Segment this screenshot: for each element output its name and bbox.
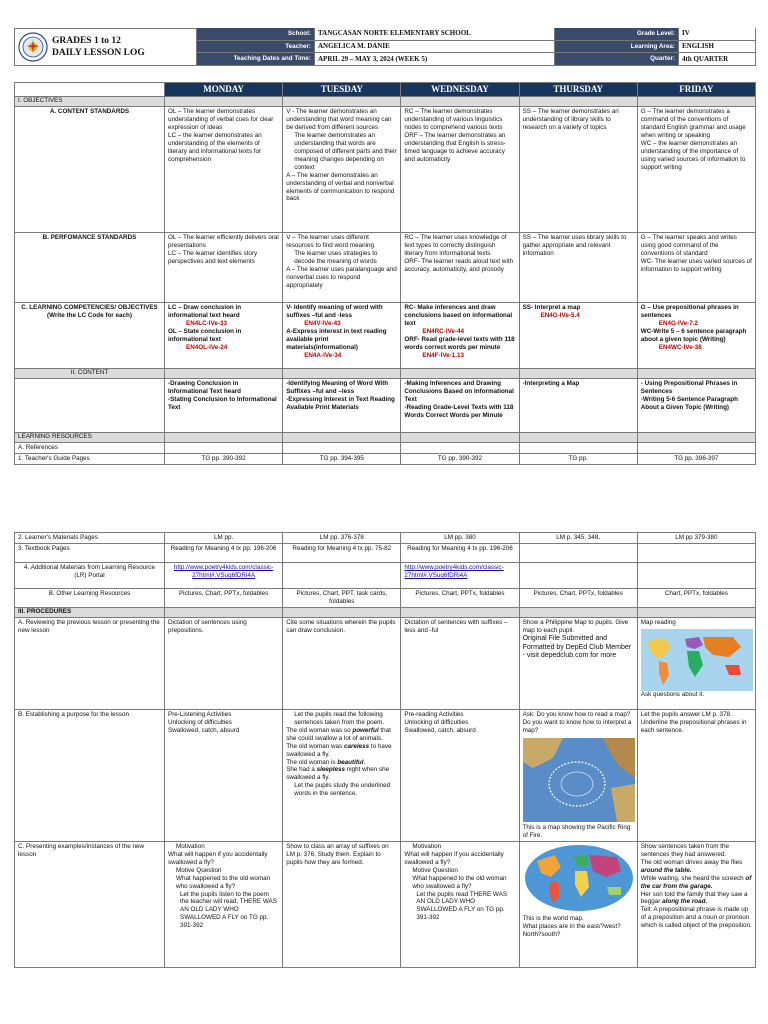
cell-line: Swallowed, catch, absurd: [168, 726, 240, 734]
competency-text: LC – Draw conclusion in informational text heard: [168, 304, 242, 320]
procedure-b-row: [15, 710, 756, 842]
cell-thu: [519, 303, 637, 369]
cell-thu: [519, 710, 637, 842]
cell-thu: [519, 379, 637, 433]
cell-line: -Identifying Meaning of Word With Suffixes –ful and –less: [286, 380, 389, 396]
lc-code: EN4G-IVe-5.4: [540, 312, 580, 320]
cell-line: The learner uses strategies to decode the meaning of words: [294, 250, 378, 266]
quarter-value: 4th QUARTER: [679, 53, 756, 66]
fri-intro: Show sentences taken from the sentences they had answered.: [640, 843, 729, 858]
grade-label: Grade Level:: [555, 28, 679, 41]
cell-mon: [165, 303, 283, 369]
area-label: Learning Area:: [555, 41, 679, 54]
fri-sentence-2: While waiting, she heard the screech of the car from the garage.: [640, 874, 752, 890]
cell-fri: TG pp. 396-397: [637, 454, 755, 465]
cell-thu: Pictures, Chart, PPTx, foldables: [519, 589, 637, 608]
competency-text: G – Use prepositional phrases in sentences: [640, 304, 739, 320]
section-label: I. OBJECTIVES: [15, 97, 165, 107]
cell-mon: LM pp.: [165, 533, 283, 544]
tue-end: Let the pupils study the underlined words in the sentence.: [294, 782, 391, 798]
poetry-link[interactable]: http://www.poetry4kids.com/classic-27html#.VSuq6fDRi4A: [404, 564, 504, 579]
cell-wed: [401, 107, 519, 233]
cell-line: RC – The learner uses knowledge of text types to correctly distinguish literary from informational texts: [404, 234, 507, 258]
cell-thu: [519, 618, 637, 710]
cell-wed: [401, 379, 519, 433]
row-label: A. References: [15, 443, 165, 454]
cell-line: What happened to the old woman who swallowed a fly?: [176, 874, 271, 890]
competency-text: SS- Interpret a map: [522, 304, 581, 312]
cell-line: -Reading Grade-Level Texts with 118 Words Correct Words per Minute: [404, 404, 514, 420]
cell-line: WC- The learner uses varied sources of information to support writing: [640, 258, 752, 274]
cell-line: Unlocking of difficulties: [168, 718, 232, 726]
objectives-table: [14, 82, 756, 465]
sentence-2: The old woman was careless to have swallowed a fly.: [286, 742, 392, 758]
row-label: 1. Teacher's Guide Pages: [15, 454, 165, 465]
world-map-image: [641, 629, 753, 691]
cell-line: Cite some situations wherein the pupils can draw conclusion.: [286, 619, 396, 634]
quarter-label: Quarter:: [555, 53, 679, 66]
cell-line: LC – the learner demonstrates an understanding of the elements of literary and informational texts for comprehension: [168, 132, 262, 163]
row-label: 3. Textbook Pages: [15, 544, 165, 563]
cell-mon: Pictures, Chart, PPTx, foldables: [165, 589, 283, 608]
competency-text: WC-Write 5 – 6 sentence paragraph about a given topic (Writing): [640, 328, 747, 344]
blank-cell: [15, 83, 165, 97]
competency-text: ORF- Read grade-level texts with 118 words correct words per minute: [404, 336, 515, 351]
content-standards-row: [15, 107, 756, 233]
tg-row: [15, 454, 756, 465]
cell-line: ORF- The learner reads aloud text with accuracy, automaticity, and prosody: [404, 258, 514, 274]
fri-sentence-1: The old woman drives away the flies around the table.: [640, 858, 743, 874]
cell-fri: LM pp 379-380: [637, 533, 755, 544]
cell-tue: [283, 618, 401, 710]
cell-line: Underline the prepositional phrases in each sentence.: [640, 718, 747, 734]
cell-thu: [519, 107, 637, 233]
cell-tue: Reading for Meaning 4 tx pp. 75-82: [283, 544, 401, 563]
tue-intro: Let the pupils read the following sentences taken from the poem.: [294, 711, 385, 726]
title-line-2: DAILY LESSON LOG: [52, 48, 145, 58]
lesson-log-page-1: [14, 28, 756, 465]
cell-line: -Drawing Conclusion in Informational Text heard: [168, 380, 242, 396]
cell-wed: [401, 842, 519, 968]
section-resources: [15, 433, 756, 443]
cell-fri: [637, 303, 755, 369]
cell-thu: LM p. 345, 348,: [519, 533, 637, 544]
dates-value: APRIL 29 – MAY 3, 2024 (WEEK 5): [315, 53, 555, 66]
cell-line: SS – The learner demonstrates an understanding of library skills to research on a variety of topics: [522, 108, 619, 132]
fri-definition: Tell: A prepositional phrase is made up of a preposition and a noun or pronoun which is called object of the preposition.: [640, 906, 752, 930]
world-map-image: [523, 843, 635, 913]
document-title: [52, 35, 145, 60]
day-wednesday: WEDNESDAY: [401, 83, 519, 97]
depedclub-note: Original File Submitted and Formatted by DepEd Club Member - visit depedclub.com for more: [522, 634, 632, 660]
cell-line: SS – The learner uses library skills to gather appropriate and relevant information: [522, 234, 627, 258]
cell-wed: Reading for Meaning 4 tx pp. 196-206: [401, 544, 519, 563]
competency-text: V- Identify meaning of word with suffixes –ful and -less: [286, 304, 383, 320]
day-header-row: [15, 83, 756, 97]
sentence-4: She had a sleepless night when she swallowed a fly.: [286, 766, 390, 782]
cell-line: ORF – The learner demonstrates an understanding that English is stress-timed language to achieve accuracy and automaticity: [404, 132, 506, 163]
cell-line: -Expressing Interest in Text Reading Available Print Materials: [286, 396, 395, 412]
cell-line: LC – The learner identifies story perspectives and text elements: [168, 250, 258, 266]
cell-fri: [637, 618, 755, 710]
content-row: [15, 379, 756, 433]
lc-code: EN4V-IVe-43: [304, 320, 341, 328]
cell-tue: [283, 107, 401, 233]
cell-line: OL – The learner efficiently delivers oral presentations: [168, 234, 279, 250]
section-label: II. CONTENT: [15, 369, 165, 379]
fri-sentence-3: Her son told the family that they saw a beggar along the road.: [640, 890, 748, 906]
ring-of-fire-caption: This is a map showing the Pacific Ring of Fire.: [522, 823, 631, 839]
cell-line: A – The learner demonstrates an understanding of verbal and nonverbal elements of communication to respond back: [286, 171, 395, 203]
cell-thu: [519, 842, 637, 968]
cell-line: V – The learner uses different resources to find word meaning: [286, 234, 375, 250]
cell-line: A – The learner uses paralanguage and nonverbal cues to respond appropriately: [286, 266, 397, 289]
cell-line: The learner demonstrates an understanding that words are composed of different parts and their meaning changes depending on context: [294, 132, 397, 171]
cell-tue: LM pp. 376-378: [283, 533, 401, 544]
cell-line: Motivation: [412, 843, 442, 850]
cell-mon: [165, 618, 283, 710]
day-tuesday: TUESDAY: [283, 83, 401, 97]
cell-fri: [637, 563, 755, 589]
header-info-grid: [196, 28, 756, 66]
fri-ask-text: Ask questions about it.: [640, 690, 705, 698]
cell-line: -Writing 5-6 Sentence Paragraph About a Given Topic (Writing): [640, 396, 738, 412]
row-label: B. Establishing a purpose for the lesson: [15, 710, 165, 842]
cell-tue: [283, 710, 401, 842]
lc-code: EN4G-IVe-7.2: [658, 320, 698, 328]
competencies-row: [15, 303, 756, 369]
textbook-row: [15, 544, 756, 563]
school-value: TANGCASAN NORTE ELEMENTARY SCHOOL: [315, 28, 555, 41]
cell-line: - Using Prepositional Phrases in Sentences: [640, 380, 738, 396]
section-content: [15, 369, 756, 379]
day-monday: MONDAY: [165, 83, 283, 97]
cell-mon: Reading for Meaning 4 tx pp. 196-206: [165, 544, 283, 563]
cell-line: What will happen if you accidentally swallowed a fly?: [404, 850, 504, 866]
cell-fri: [637, 233, 755, 303]
section-label: III. PROCEDURES: [15, 608, 165, 618]
procedure-a-row: [15, 618, 756, 710]
cell-line: Motive Question: [412, 866, 458, 874]
cell-mon: [165, 107, 283, 233]
cell-line: What happened to the old woman who swallowed a fly?: [412, 874, 507, 890]
cell-mon: [165, 233, 283, 303]
row-label: A. CONTENT STANDARDS: [15, 107, 165, 233]
fri-review-text: Map reading: [640, 619, 676, 626]
cell-mon: [165, 710, 283, 842]
lc-code: EN4A-IVe-34: [304, 351, 342, 359]
cell-fri: [637, 379, 755, 433]
cell-line: Unlocking of difficulties: [404, 718, 469, 726]
cell-line: -Making Inferences and Drawing Conclusions Based on Informational Text: [404, 380, 514, 404]
dates-label: Teaching Dates and Time:: [197, 53, 315, 66]
cell-fri: [637, 842, 755, 968]
procedure-c-row: [15, 842, 756, 968]
cell-mon: [165, 379, 283, 433]
cell-wed: TG pp. 390-392: [401, 454, 519, 465]
row-label: B. Other Learning Resources: [15, 589, 165, 608]
cell-line: Swallowed, catch, absurd: [404, 726, 476, 734]
cell-wed: Pictures, Chart, PPTx, foldables: [401, 589, 519, 608]
document-header: [14, 28, 756, 66]
cell-wed: [401, 233, 519, 303]
performance-standards-row: [15, 233, 756, 303]
competency-text: OL – State conclusion in informational text: [168, 328, 242, 344]
poetry-link[interactable]: http://www.poetry4kids.com/classic-27html#.VSuq6fDRi4A: [173, 564, 274, 579]
cell-line: Pre-reading Activities: [404, 711, 464, 718]
thu-question-1: Ask: Do you know how to read a map?: [522, 711, 631, 718]
cell-line: What will happen if you accidentally swallowed a fly?: [168, 850, 268, 866]
lc-code: EN4RC-IVe-44: [422, 328, 465, 336]
cell-thu: TG pp.: [519, 454, 637, 465]
additional-materials-row: [15, 563, 756, 589]
lm-row: [15, 533, 756, 544]
grade-value: IV: [679, 28, 756, 41]
cell-wed: [401, 710, 519, 842]
lc-code: EN4OL-IVe-24: [186, 343, 228, 351]
cell-wed: [401, 303, 519, 369]
row-label: 2. Learner's Materials Pages: [15, 533, 165, 544]
sentence-1: The old woman was so powerful that she could swallow a lot of animals.: [286, 726, 391, 742]
cell-line: Let the pupils read THERE WAS AN OLD LADY WHO SWALLOWED A FLY on TG pp. 391-392: [416, 890, 508, 922]
cell-mon: TG pp. 390-392: [165, 454, 283, 465]
day-thursday: THURSDAY: [519, 83, 637, 97]
cell-fri: [637, 710, 755, 842]
cell-tue: Pictures, Chart, PPT, task cards, foldables: [283, 589, 401, 608]
world-map-caption: This is the world map.: [522, 915, 584, 922]
teacher-label: Teacher:: [197, 41, 315, 54]
cell-line: Let the pupils answer LM p. 378.: [640, 711, 732, 718]
lc-code: EN4LC-IVe-33: [186, 320, 227, 328]
competency-text: A-Express interest in text reading available print materials(informational): [286, 328, 387, 351]
area-value: ENGLISH: [679, 41, 756, 54]
lesson-log-page-2: [14, 532, 756, 968]
cell-tue: TG pp. 394-395: [283, 454, 401, 465]
title-line-1: GRADES 1 to 12: [52, 35, 121, 46]
cell-thu: [519, 563, 637, 589]
cell-line: Pre-Listening Activities: [168, 711, 232, 718]
cell-mon: [165, 842, 283, 968]
cell-fri: Chart, PPTx, foldables: [637, 589, 755, 608]
row-label: C. Presenting examples/instances of the new lesson: [15, 842, 165, 968]
lc-code: EN4F-IVe-1.13: [422, 351, 465, 359]
cell-line: Dictation of sentences with suffixes – less and -ful: [404, 619, 508, 634]
row-label: C. LEARNING COMPETENCIES/ OBJECTIVES (Write the LC Code for each): [15, 303, 165, 369]
cell-tue: Show to class an array of suffixes on LM p. 376. Study them. Explain to pupils how they are formed.: [283, 842, 401, 968]
competency-text: RC- Make inferences and draw conclusions based on informational text: [404, 304, 513, 328]
references-row: [15, 443, 756, 454]
cell-line: Let the pupils listen to the poem the teacher will read, THERE WAS AN OLD LADY WHO SWALLOWED A FLY on TG pp. 391-392: [180, 890, 277, 930]
cell-line: WC – the learner demonstrates an understanding of the importance of using varied sources of information to support writing: [640, 140, 746, 171]
cell-line: OL – The learner demonstrates understanding of verbal cues for clear expression of ideas: [168, 108, 274, 132]
thu-question-2: Do you want to know how to interpret a map?: [522, 718, 632, 734]
cell-tue: [283, 303, 401, 369]
cell-line: -Interpreting a Map: [522, 380, 580, 388]
deped-seal-icon: [18, 32, 48, 62]
section-objectives: [15, 97, 756, 107]
cell-line: RC – The learner demonstrates understanding of various linguistics nodes to comprehend various texts: [404, 108, 503, 132]
row-label: 4. Additional Materials from Learning Resource (LR) Portal: [15, 563, 165, 589]
lc-code: EN4WC-IVe-38: [658, 343, 702, 351]
row-label: A. Reviewing the previous lesson or presenting the new lesson: [15, 618, 165, 710]
cell-line: G – The learner speaks and writes using good command of the conventions of standard: [640, 234, 737, 258]
world-map-question: What places are in the east/?west? North?south?: [522, 922, 621, 938]
other-resources-row: [15, 589, 756, 608]
cell-fri: [637, 107, 755, 233]
cell-tue: [283, 563, 401, 589]
cell-line: V - The learner demonstrates an understanding that word meaning can be derived from different sources: [286, 108, 392, 132]
cell-line: Motive Question: [176, 866, 222, 874]
sentence-3: The old woman is beautiful.: [286, 758, 366, 766]
cell-line: Motivation: [176, 843, 205, 850]
cell-wed: LM pp. 380: [401, 533, 519, 544]
row-label: B. PERFOMANCE STANDARDS: [15, 233, 165, 303]
school-label: School:: [197, 28, 315, 41]
teacher-value: ANGELICA M. DANIE: [315, 41, 555, 54]
section-label: LEARNING RESOURCES: [15, 433, 165, 443]
cell-line: Dictation of sentences using prepositions.: [168, 619, 247, 634]
ring-of-fire-map-image: [523, 738, 635, 822]
header-title-block: [14, 28, 196, 66]
thu-review-text: Show a Philippine Map to pupils. Give map to each pupil.: [522, 619, 629, 634]
section-procedures: [15, 608, 756, 618]
cell-tue: [283, 379, 401, 433]
cell-line: -Stating Conclusion to Informational Text: [168, 396, 277, 412]
day-friday: FRIDAY: [637, 83, 755, 97]
procedures-table: [14, 532, 756, 968]
cell-thu: [519, 233, 637, 303]
cell-wed: [401, 618, 519, 710]
cell-fri: [637, 544, 755, 563]
cell-line: G – The learner demonstrates a command of the conventions of standard English grammar and usage when writing or speaking: [640, 108, 746, 140]
cell-tue: [283, 233, 401, 303]
cell-thu: [519, 544, 637, 563]
